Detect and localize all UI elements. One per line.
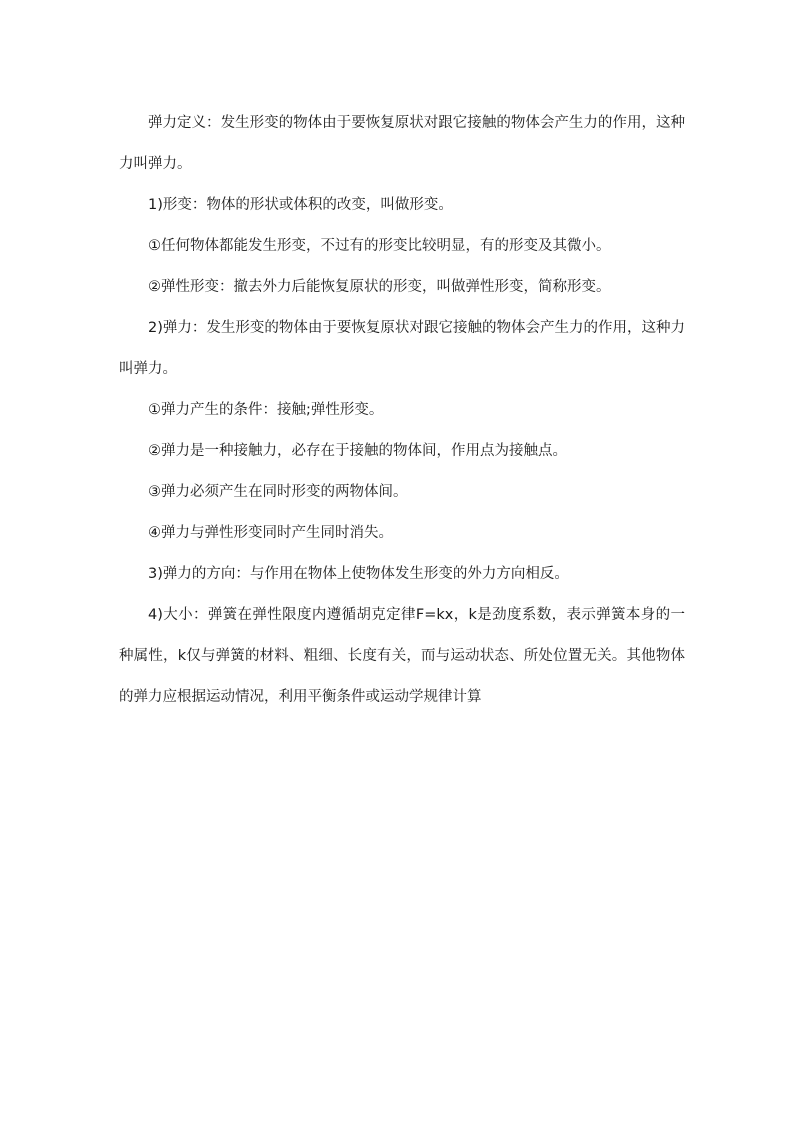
paragraph-elastic-force-note-4: ④弹力与弹性形变同时产生同时消失。 (148, 525, 393, 541)
paragraph-deformation-note-2: ②弹性形变：撤去外力后能恢复原状的形变，叫做弹性形变，简称形变。 (148, 279, 611, 295)
paragraph-elastic-force-note-1: ①弹力产生的条件：接触;弹性形变。 (148, 402, 384, 418)
document-body (119, 103, 685, 718)
paragraph-elastic-force-direction: 3)弹力的方向：与作用在物体上使物体发生形变的外力方向相反。 (148, 566, 569, 582)
paragraph-elastic-force: 2)弹力：发生形变的物体由于要恢复原状对跟它接触的物体会产生力的作用，这种力叫弹力。 (119, 320, 685, 377)
paragraph-elastic-force-note-3: ③弹力必须产生在同时形变的两物体间。 (148, 484, 408, 500)
paragraph-deformation: 1)形变：物体的形状或体积的改变，叫做形变。 (148, 197, 453, 213)
paragraph-elastic-force-magnitude: 4)大小：弹簧在弹性限度内遵循胡克定律F=kx，k是劲度系数，表示弹簧本身的一种属性，k仅与弹簧的材料、粗细、长度有关，而与运动状态、所处位置无关。其他物体的弹力应根据运动情况，利用平衡条件或运动学规律计算 (119, 607, 685, 705)
paragraph-deformation-note-1: ①任何物体都能发生形变，不过有的形变比较明显，有的形变及其微小。 (148, 238, 611, 254)
paragraph-elastic-force-note-2: ②弹力是一种接触力，必存在于接触的物体间，作用点为接触点。 (148, 443, 567, 459)
paragraph-elastic-force-definition: 弹力定义：发生形变的物体由于要恢复原状对跟它接触的物体会产生力的作用，这种力叫弹力。 (119, 115, 685, 172)
